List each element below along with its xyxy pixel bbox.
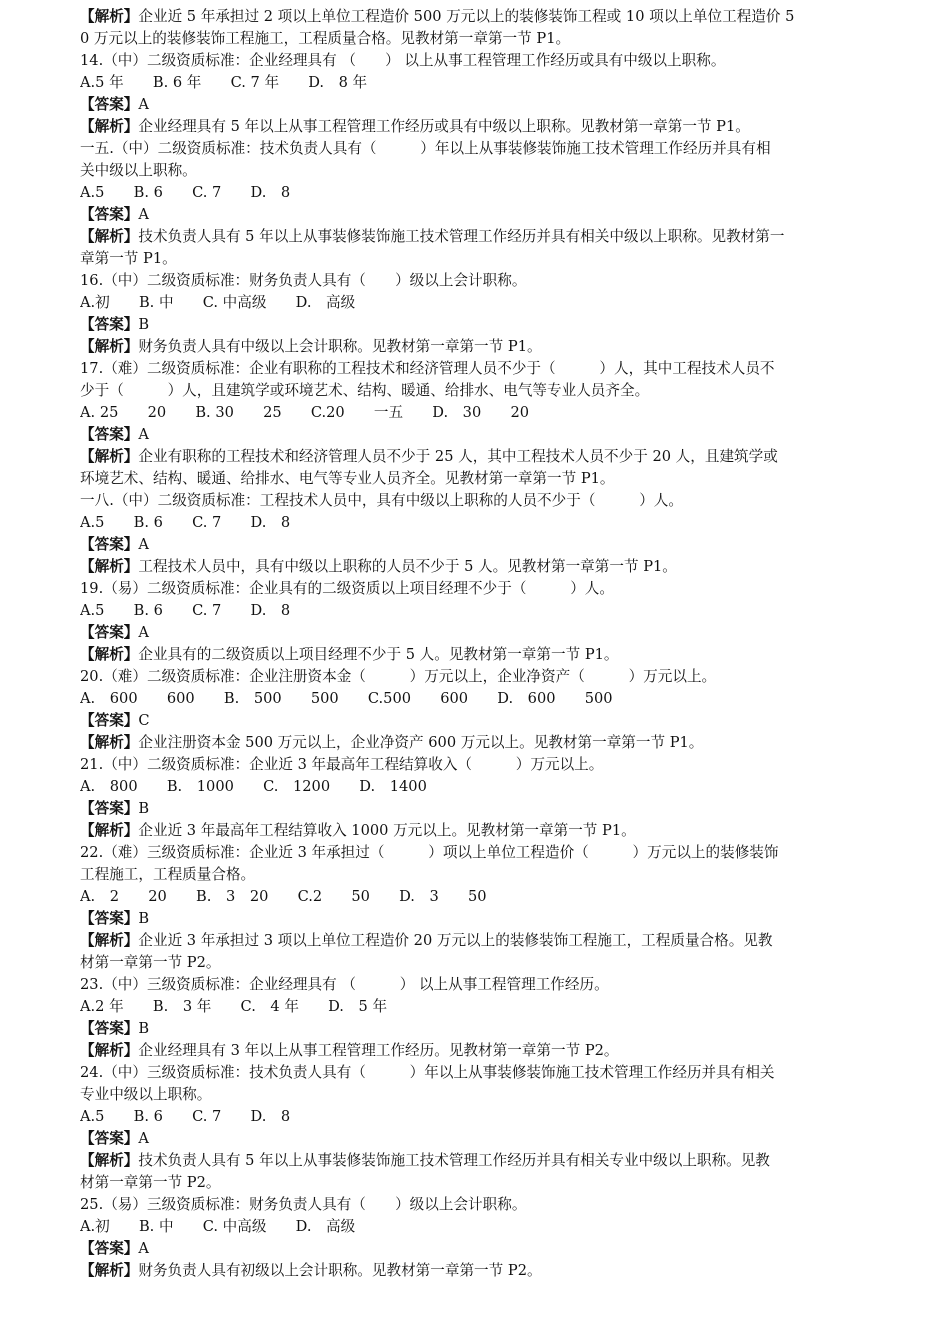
line-text: 22.（难）三级资质标准：企业近 3 年承担过（ ）项以上单位工程造价（ ）万元以上的装修装饰	[80, 844, 779, 861]
line-text: 企业有职称的工程技术和经济管理人员不少于 25 人，其中工程技术人员不少于 20 人，且建筑学或	[138, 448, 778, 465]
line-text: 企业具有的二级资质以上项目经理不少于 5 人。见教材第一章第一节 P1。	[138, 646, 619, 663]
line-tag: 【答案】	[80, 712, 139, 729]
text-line	[80, 732, 872, 754]
line-text: A.初 B. 中 C. 中高级 D. 高级	[80, 1218, 356, 1235]
document-body	[80, 6, 872, 1282]
text-line	[80, 1172, 872, 1194]
line-text: A	[138, 1130, 149, 1147]
line-text: A. 600 600 B. 500 500 C.500 600 D. 600 500	[80, 690, 613, 707]
line-text: 关中级以上职称。	[80, 162, 197, 179]
line-text: 材第一章第一节 P2。	[80, 954, 221, 971]
line-text: 企业近 3 年承担过 3 项以上单位工程造价 20 万元以上的装修装饰工程施工，工程质量合格。见教	[138, 932, 773, 949]
text-line	[80, 270, 872, 292]
line-text: 材第一章第一节 P2。	[80, 1174, 221, 1191]
text-line	[80, 556, 872, 578]
line-text: B	[138, 800, 150, 817]
line-text: 财务负责人具有初级以上会计职称。见教材第一章第一节 P2。	[138, 1262, 542, 1279]
line-text: A	[138, 1240, 149, 1257]
line-text: 25.（易）三级资质标准：财务负责人具有（ ）级以上会计职称。	[80, 1196, 527, 1213]
text-line	[80, 468, 872, 490]
text-line	[80, 1216, 872, 1238]
line-text: A.5 B. 6 C. 7 D. 8	[80, 602, 291, 619]
text-line	[80, 402, 872, 424]
line-tag: 【答案】	[80, 624, 139, 641]
line-text: 一八.（中）二级资质标准：工程技术人员中，具有中级以上职称的人员不少于（ ）人。	[80, 492, 683, 509]
line-tag: 【解析】	[80, 734, 139, 751]
line-text: A.5 B. 6 C. 7 D. 8	[80, 1108, 291, 1125]
line-text: A	[138, 426, 149, 443]
line-text: 23.（中）三级资质标准：企业经理具有 （ ） 以上从事工程管理工作经历。	[80, 976, 609, 993]
text-line	[80, 248, 872, 270]
line-text: A. 25 20 B. 30 25 C.20 一五 D. 30 20	[80, 404, 530, 421]
line-text: 技术负责人具有 5 年以上从事装修装饰施工技术管理工作经历并具有相关专业中级以上职称。见教	[138, 1152, 770, 1169]
line-tag: 【答案】	[80, 536, 139, 553]
line-tag: 【解析】	[80, 646, 139, 663]
line-tag: 【解析】	[80, 1262, 139, 1279]
text-line	[80, 226, 872, 248]
text-line	[80, 1238, 872, 1260]
text-line	[80, 798, 872, 820]
line-tag: 【解析】	[80, 118, 139, 135]
text-line	[80, 996, 872, 1018]
line-text: A.5 年 B. 6 年 C. 7 年 D. 8 年	[80, 74, 368, 91]
line-text: A	[138, 96, 149, 113]
line-text: A	[138, 206, 149, 223]
line-text: 19.（易）二级资质标准：企业具有的二级资质以上项目经理不少于（ ）人。	[80, 580, 614, 597]
line-text: A.初 B. 中 C. 中高级 D. 高级	[80, 294, 356, 311]
line-text: 企业经理具有 5 年以上从事工程管理工作经历或具有中级以上职称。见教材第一章第一节 P1。	[138, 118, 750, 135]
text-line	[80, 116, 872, 138]
text-line	[80, 1062, 872, 1084]
line-text: C	[138, 712, 150, 729]
text-line	[80, 424, 872, 446]
line-text: 企业注册资本金 500 万元以上，企业净资产 600 万元以上。见教材第一章第一节 P1。	[138, 734, 704, 751]
line-tag: 【解析】	[80, 448, 139, 465]
line-tag: 【答案】	[80, 316, 139, 333]
text-line	[80, 754, 872, 776]
text-line	[80, 28, 872, 50]
text-line	[80, 908, 872, 930]
line-text: B	[138, 910, 150, 927]
text-line	[80, 160, 872, 182]
line-text: 24.（中）三级资质标准：技术负责人具有（ ）年以上从事装修装饰施工技术管理工作经历并具有相关	[80, 1064, 775, 1081]
line-text: 企业近 3 年最高年工程结算收入 1000 万元以上。见教材第一章第一节 P1。	[138, 822, 636, 839]
text-line	[80, 864, 872, 886]
line-tag: 【解析】	[80, 1152, 139, 1169]
text-line	[80, 600, 872, 622]
text-line	[80, 1150, 872, 1172]
line-text: A	[138, 536, 149, 553]
text-line	[80, 1194, 872, 1216]
line-text: A. 2 20 B. 3 20 C.2 50 D. 3 50	[80, 888, 487, 905]
line-text: 章第一节 P1。	[80, 250, 177, 267]
line-text: 20.（难）二级资质标准：企业注册资本金（ ）万元以上，企业净资产（ ）万元以上。	[80, 668, 717, 685]
line-text: A. 800 B. 1000 C. 1200 D. 1400	[80, 778, 427, 795]
line-text: 企业经理具有 3 年以上从事工程管理工作经历。见教材第一章第一节 P2。	[138, 1042, 619, 1059]
line-tag: 【答案】	[80, 1020, 139, 1037]
line-text: 企业近 5 年承担过 2 项以上单位工程造价 500 万元以上的装修装饰工程或 10 项以上单位工程造价 5	[138, 8, 795, 25]
line-text: A.5 B. 6 C. 7 D. 8	[80, 514, 291, 531]
text-line	[80, 1128, 872, 1150]
line-tag: 【答案】	[80, 1130, 139, 1147]
line-text: 一五.（中）二级资质标准：技术负责人具有（ ）年以上从事装修装饰施工技术管理工作经历并具有相	[80, 140, 771, 157]
line-tag: 【解析】	[80, 558, 139, 575]
text-line	[80, 182, 872, 204]
line-tag: 【解析】	[80, 822, 139, 839]
line-tag: 【解析】	[80, 932, 139, 949]
line-tag: 【解析】	[80, 228, 139, 245]
line-tag: 【答案】	[80, 96, 139, 113]
line-text: A	[138, 624, 149, 641]
text-line	[80, 644, 872, 666]
text-line	[80, 314, 872, 336]
line-tag: 【解析】	[80, 8, 139, 25]
text-line	[80, 1040, 872, 1062]
line-text: 工程技术人员中，具有中级以上职称的人员不少于 5 人。见教材第一章第一节 P1。	[138, 558, 677, 575]
text-line	[80, 512, 872, 534]
text-line	[80, 72, 872, 94]
text-line	[80, 358, 872, 380]
text-line	[80, 820, 872, 842]
text-line	[80, 886, 872, 908]
text-line	[80, 336, 872, 358]
text-line	[80, 1260, 872, 1282]
line-text: 17.（难）二级资质标准：企业有职称的工程技术和经济管理人员不少于（ ）人，其中工程技术人员不	[80, 360, 775, 377]
line-text: 21.（中）二级资质标准：企业近 3 年最高年工程结算收入（ ）万元以上。	[80, 756, 604, 773]
line-tag: 【答案】	[80, 910, 139, 927]
line-text: 财务负责人具有中级以上会计职称。见教材第一章第一节 P1。	[138, 338, 542, 355]
line-tag: 【答案】	[80, 800, 139, 817]
line-tag: 【解析】	[80, 338, 139, 355]
text-line	[80, 842, 872, 864]
line-text: A.5 B. 6 C. 7 D. 8	[80, 184, 291, 201]
line-text: 14.（中）二级资质标准：企业经理具有 （ ） 以上从事工程管理工作经历或具有中级以上职称。	[80, 52, 726, 69]
line-text: 环境艺术、结构、暖通、给排水、电气等专业人员齐全。见教材第一章第一节 P1。	[80, 470, 615, 487]
line-tag: 【解析】	[80, 1042, 139, 1059]
line-tag: 【答案】	[80, 1240, 139, 1257]
line-text: B	[138, 316, 150, 333]
text-line	[80, 94, 872, 116]
line-text: 工程施工，工程质量合格。	[80, 866, 256, 883]
text-line	[80, 446, 872, 468]
text-line	[80, 974, 872, 996]
line-text: 专业中级以上职称。	[80, 1086, 212, 1103]
line-tag: 【答案】	[80, 206, 139, 223]
text-line	[80, 534, 872, 556]
text-line	[80, 1018, 872, 1040]
text-line	[80, 380, 872, 402]
text-line	[80, 622, 872, 644]
text-line	[80, 710, 872, 732]
text-line	[80, 138, 872, 160]
text-line	[80, 578, 872, 600]
line-text: B	[138, 1020, 150, 1037]
line-text: 少于（ ）人，且建筑学或环境艺术、结构、暖通、给排水、电气等专业人员齐全。	[80, 382, 650, 399]
text-line	[80, 776, 872, 798]
line-text: 技术负责人具有 5 年以上从事装修装饰施工技术管理工作经历并具有相关中级以上职称。见教材第一	[138, 228, 785, 245]
text-line	[80, 952, 872, 974]
line-text: A.2 年 B. 3 年 C. 4 年 D. 5 年	[80, 998, 388, 1015]
line-text: 0 万元以上的装修装饰工程施工，工程质量合格。见教材第一章第一节 P1。	[80, 30, 571, 47]
text-line	[80, 930, 872, 952]
text-line	[80, 666, 872, 688]
text-line	[80, 6, 872, 28]
text-line	[80, 490, 872, 512]
text-line	[80, 204, 872, 226]
text-line	[80, 50, 872, 72]
text-line	[80, 688, 872, 710]
line-text: 16.（中）二级资质标准：财务负责人具有（ ）级以上会计职称。	[80, 272, 527, 289]
text-line	[80, 1106, 872, 1128]
text-line	[80, 292, 872, 314]
text-line	[80, 1084, 872, 1106]
line-tag: 【答案】	[80, 426, 139, 443]
